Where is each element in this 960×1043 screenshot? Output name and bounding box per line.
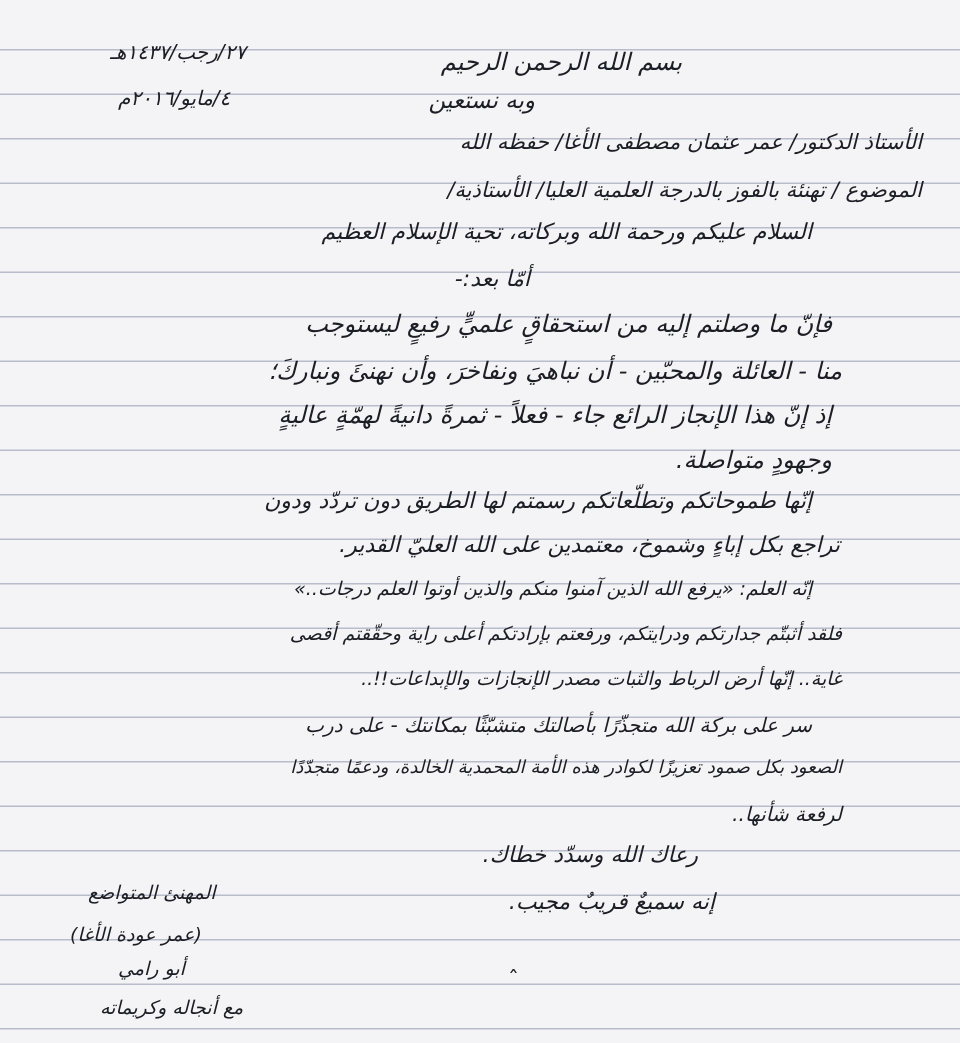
paragraph-4-line: لرفعة شأنها..	[732, 802, 842, 826]
paragraph-1-line: منا - العائلة والمحبّين - أن نباهيَ ونفاخرَ، وأن نهنئَ ونباركَ؛	[268, 357, 842, 385]
subject: الموضوع / تهنئة بالفوز بالدرجة العلمية العليا/ الأستاذية/	[447, 178, 922, 202]
ink-mark: ˆ	[508, 968, 519, 993]
paragraph-2-line: إنّها طموحاتكم وتطلّعاتكم رسمتم لها الطريق دون تردّد ودون	[264, 489, 812, 514]
paragraph-1-line: وجهودٍ متواصلة.	[675, 446, 832, 474]
greeting: السلام عليكم ورحمة الله وبركاته، تحية الإسلام العظيم	[321, 220, 812, 245]
paragraph-4-line: الصعود بكل صمود تعزيزًا لكوادر هذه الأمة المحمدية الخالدة، ودعمًا متجدّدًا	[290, 757, 842, 778]
date-gregorian: ٤/مايو/٢٠١٦م	[118, 86, 231, 110]
amma-baad: أمّا بعد:-	[454, 267, 530, 292]
paragraph-3-line: فلقد أثبتّم جدارتكم ودرايتكم، ورفعتم بإرادتكم أعلى راية وحقّقتم أقصى	[289, 623, 842, 645]
paragraph-1-line: فإنّ ما وصلتم إليه من استحقاقٍ علميٍّ رفيعٍ ليستوجب	[305, 310, 832, 338]
paragraph-4-line: سر على بركة الله متجذّرًا بأصالتك متشبّثًا بمكانتك - على درب	[305, 713, 812, 737]
closing-line-1: رعاك الله وسدّد خطاك.	[482, 843, 698, 868]
date-hijri: ٢٧/رجب/١٤٣٧هـ	[110, 40, 246, 64]
signature-kunya: أبو رامي	[118, 958, 185, 980]
closing-line-2: إنه سميعٌ قريبٌ مجيب.	[508, 890, 715, 915]
paragraph-3-line: إنّه العلم: «يرفع الله الذين آمنوا منكم والذين أوتوا العلم درجات..»	[294, 578, 812, 600]
paragraph-2-line: تراجع بكل إباءٍ وشموخ، معتمدين على الله العليّ القدير.	[339, 533, 840, 558]
paragraph-3-line: غاية.. إنّها أرض الرباط والثبات مصدر الإنجازات والإبداعات!!..	[361, 668, 842, 690]
paragraph-1-line: إذ إنّ هذا الإنجاز الرائع جاء - فعلاً - ثمرةً دانيةً لهمّةٍ عاليةٍ	[278, 401, 832, 429]
signature-title: المهنئ المتواضع	[88, 882, 216, 904]
signature-note: مع أنجاله وكريماته	[100, 997, 244, 1019]
invocation: وبه نستعين	[428, 88, 535, 114]
addressee: الأستاذ الدكتور/ عمر عثمان مصطفى الأغا/ حفظه الله	[459, 130, 922, 154]
signature-name: (عمر عودة الأغا)	[70, 924, 202, 946]
basmala: بسم الله الرحمن الرحيم	[440, 48, 682, 76]
